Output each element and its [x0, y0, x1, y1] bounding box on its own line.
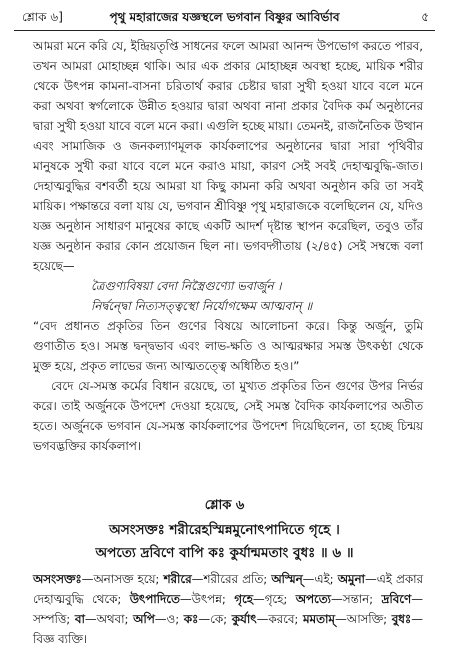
synonym-term: বা: [74, 612, 85, 626]
sanskrit-verse: [0, 519, 449, 565]
synonym-term: অস্মিন্: [271, 572, 303, 586]
synonym-entry: [184, 612, 232, 626]
synonym-meaning: —করবে;: [256, 612, 303, 626]
synonym-meaning: —উৎপন্ন;: [179, 592, 235, 606]
synonym-term: দ্রবিণে: [381, 592, 412, 606]
synonym-term: অপি: [133, 612, 155, 626]
synonym-term: শরীরে: [163, 572, 192, 586]
gita-verse-line-1: ত্রৈগুণ্যবিষয়া বেদা নিস্ত্রৈগুণ্যো ভবার্জুন ।: [91, 279, 282, 293]
synonym-meaning: —ও;: [154, 612, 184, 626]
synonym-meaning: —শরীরের প্রতি;: [191, 572, 272, 586]
purport-paragraph: আমরা মনে করি যে, ইন্দ্রিয়তৃপ্তি সাধনের ফলে আমরা আনন্দ উপভোগ করতে পারব, তখন আমরা মোহাচ্ছন্ন থাকি। আর এক প্রকার মোহাচ্ছন্ন অবস্থা হচ্ছে, মায়িক শরীর থেকে উৎপন্ন কামনা-বাসনা চরিতার্থ করার চেষ্টার দ্বারা সুখী হওয়া যাবে বলে মনে করা অথবা স্বর্গলোকে উন্নীত হওয়ার দ্বারা অথবা নানা প্রকার বৈদিক কর্ম অনুষ্ঠানের দ্বারা সুখী হওয়া যাবে বলে মনে করা। এগুলি হচ্ছে মায়া। তেমনই, রাজনৈতিক উত্থান এবং সামাজিক ও জনকল্যাণমূলক কার্যকলাপের অনুষ্ঠানের দ্বারা সারা পৃথিবীর মানুষকে সুখী করা যাবে বলে মনে করাও মায়া, কারণ সেই সবই দেহাত্মবুদ্ধি-জাত। দেহাত্মবুদ্ধির বশবর্তী হয়ে আমরা যা কিছু কামনা করি অথবা অনুষ্ঠান করি তা সবই মায়িক। পক্ষান্তরে বলা যায় যে, ভগবান শ্রীবিষ্ণু পৃথু মহারাজকে বলেছিলেন যে, যদিও যজ্ঞ অনুষ্ঠান সাধারণ মানুষের কাছে একটি আদর্শ দৃষ্টান্ত স্থাপন করেছিল, তবুও তাঁর যজ্ঞ অনুষ্ঠান করার কোন প্রয়োজন ছিল না। ভগবদ্গীতায় (২/৪৫) সেই সম্বন্ধে বলা হয়েছে—: [33, 39, 423, 273]
synonym-entry: [303, 612, 392, 626]
synonym-meaning: —বিজ্ঞ ব্যক্তি।: [33, 612, 423, 646]
synonym-term: কুর্যাৎ: [231, 612, 257, 626]
synonym-term: কঃ: [183, 612, 199, 626]
word-meanings: [33, 569, 423, 649]
sanskrit-line-1: অসংসক্তঃ শরীরেহস্মিন্নমুনোৎপাদিতে গৃহে ।: [109, 522, 340, 538]
synonym-entry: [164, 572, 272, 586]
synonym-term: অমুনা: [337, 572, 365, 586]
synonym-meaning: —সন্তান;: [330, 592, 382, 606]
synonym-entry: [232, 612, 303, 626]
synonym-term: অসংসক্তঃ: [33, 572, 82, 586]
synonym-entry: [296, 592, 382, 606]
synonym-term: বুধঃ: [391, 612, 412, 626]
running-header: [14, 7, 435, 27]
synonym-meaning: —এই প্রকার দেহাত্মবুদ্ধি থেকে;: [33, 572, 423, 606]
synonym-meaning: —কে;: [198, 612, 232, 626]
verse-translation-quote: “বেদ প্রধানত প্রকৃতির তিন গুণের বিষয়ে আলোচনা করে। কিন্তু অর্জুন, তুমি গুণাতীত হও। সমস্ত দ্বন্দ্বভাব এবং লাভ-ক্ষতি ও আত্মরক্ষার সমস্ত উৎকণ্ঠা থেকে মুক্ত হয়ে, প্রকৃত লাভের জন্য আত্মতত্ত্বে অধিষ্ঠিত হও।”: [33, 319, 423, 373]
synonym-term: উৎপাদিতে: [129, 592, 180, 606]
header-rule: [14, 30, 435, 31]
synonym-entry: [271, 572, 337, 586]
running-title: পৃথু মহারাজের যজ্ঞস্থলে ভগবান বিষ্ণুর আবির্ভাব: [109, 10, 340, 24]
synonym-entry: [33, 572, 164, 586]
synonym-entry: [234, 592, 296, 606]
synonym-entry: [130, 592, 235, 606]
shloka-heading: শ্লোক ৬: [204, 498, 245, 513]
synonym-meaning: —অথবা;: [84, 612, 134, 626]
synonym-entry: [75, 612, 133, 626]
synonym-meaning: —গৃহে;: [252, 592, 296, 606]
synonym-entry: [133, 612, 184, 626]
synonym-meaning: —আসক্তি;: [334, 612, 392, 626]
closing-paragraph: বেদে যে-সমস্ত কর্মের বিধান রয়েছে, তা মুখ্যত প্রকৃতির তিন গুণের উপর নির্ভর করে। তাই অর্জুনকে উপদেশ দেওয়া হয়েছে, সেই সমস্ত বৈদিক কার্যকলাপের অতীত হতে। অর্জুনকে ভগবান যে-সমস্ত কার্যকলাপের উপদেশ দিয়েছিলেন, তা হচ্ছে চিন্ময় ভগবদ্ভক্তির কার্যকলাপ।: [33, 379, 423, 453]
chapter-verse-marker: শ্লোক ৬]: [22, 10, 63, 24]
synonym-term: গৃহে: [234, 592, 253, 606]
sanskrit-line-2: অপত্যে দ্রবিণে বাপি কঃ কুর্যান্মমতাং বুধঃ ॥ ৬ ॥: [95, 545, 354, 561]
synonym-meaning: —এই;: [302, 572, 338, 586]
synonym-meaning: —অনাসক্ত হয়ে;: [81, 572, 164, 586]
synonym-term: অপত্যে: [295, 592, 331, 606]
synonym-term: মমতাম্: [303, 612, 335, 626]
gita-verse-line-2: নির্দ্বন্দ্বো নিত্যসত্ত্বস্থো নির্যোগক্ষেম আত্মবান্ ॥: [91, 299, 313, 313]
page-number: ৫: [421, 10, 429, 24]
synonym-meaning: —সম্পত্তি;: [33, 592, 423, 626]
purport-body: [33, 36, 423, 456]
